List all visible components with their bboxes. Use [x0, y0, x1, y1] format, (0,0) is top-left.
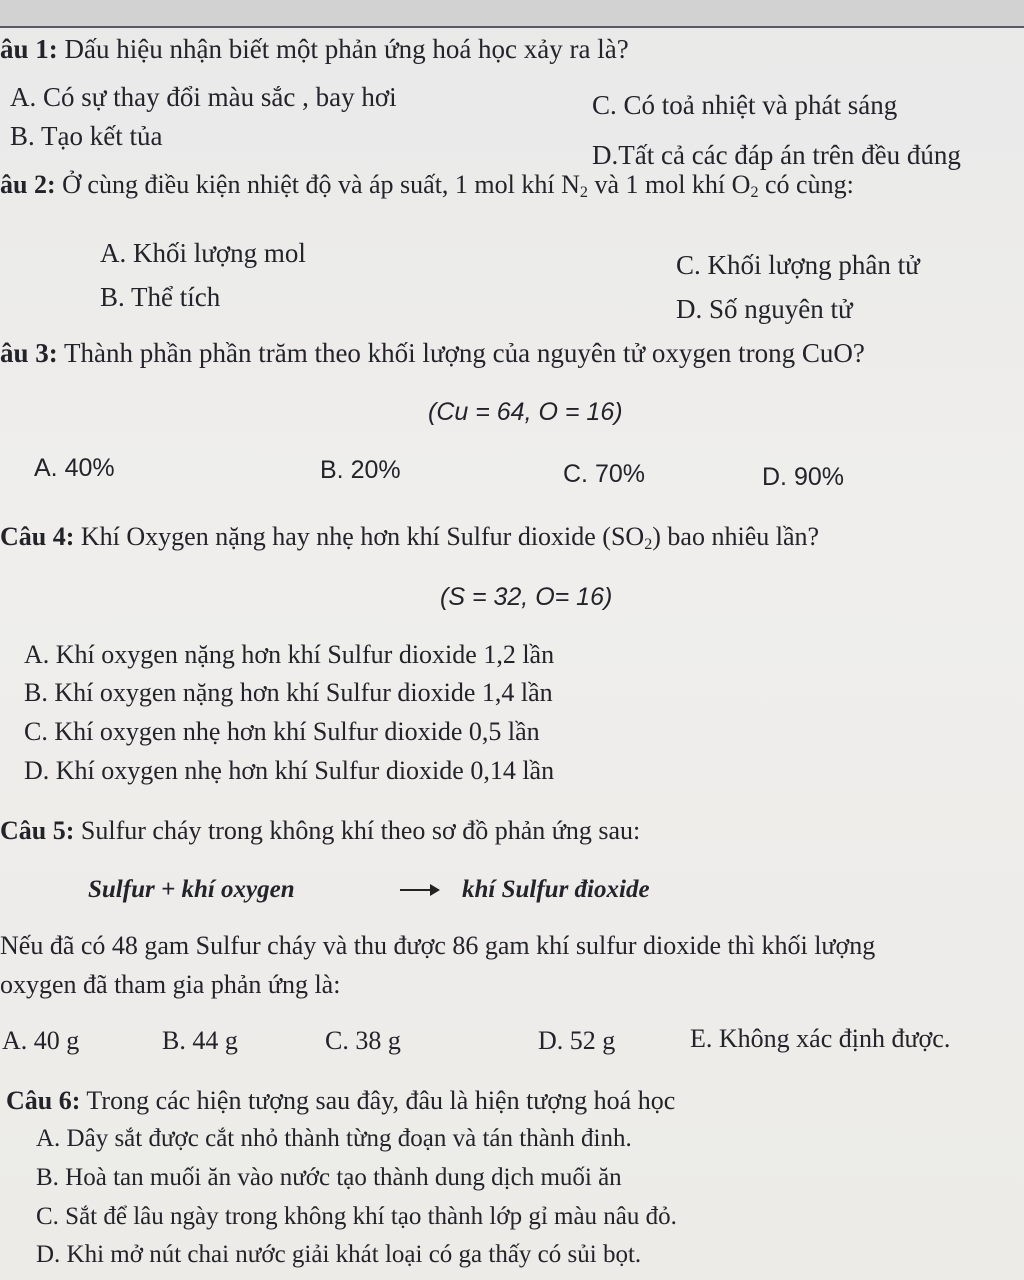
question-4-given-masses: (S = 32, O= 16): [440, 583, 613, 611]
question-1-option-a: A. Có sự thay đổi màu sắc , bay hơi: [10, 82, 397, 112]
question-5-option-c: C. 38 g: [325, 1026, 401, 1055]
question-6-option-a: A. Dây sắt được cắt nhỏ thành từng đoạn và tán thành đinh.: [36, 1125, 632, 1152]
monitor-top-edge: [0, 0, 1024, 28]
question-2-stem: âu 2: Ở cùng điều kiện nhiệt độ và áp suất, 1 mol khí $N_2$ và 1 mol khí $O_2$ có cùng:: [0, 170, 854, 202]
question-3-option-d: D. 90%: [762, 463, 844, 491]
question-2-option-c: C. Khối lượng phân tử: [676, 250, 920, 280]
question-4-option-a: A. Khí oxygen nặng hơn khí Sulfur dioxide 1,2 lần: [24, 640, 555, 669]
question-4-option-c: C. Khí oxygen nhẹ hơn khí Sulfur dioxide 0,5 lần: [24, 717, 540, 746]
question-5-option-a: A. 40 g: [2, 1026, 80, 1055]
question-4-option-b: B. Khí oxygen nặng hơn khí Sulfur dioxide 1,4 lần: [24, 678, 553, 707]
question-5-label: Câu 5:: [0, 816, 75, 845]
question-4-label: Câu 4:: [0, 522, 75, 551]
question-1-option-b: B. Tạo kết tủa: [10, 121, 163, 151]
question-1-stem: âu 1: Dấu hiệu nhận biết một phản ứng hoá học xảy ra là?: [0, 34, 629, 64]
question-2-option-b: B. Thể tích: [100, 282, 221, 312]
question-6-option-d: D. Khi mở nút chai nước giải khát loại có ga thấy có sủi bọt.: [36, 1241, 642, 1268]
question-3-option-c: C. 70%: [563, 460, 645, 488]
question-6-option-b: B. Hoà tan muối ăn vào nước tạo thành dung dịch muối ăn: [36, 1164, 622, 1191]
question-4-stem: Câu 4: Khí Oxygen nặng hay nhẹ hơn khí Sulfur dioxide $(SO_2)$ bao nhiêu lần?: [0, 522, 820, 554]
question-5-body-line-1: Nếu đã có 48 gam Sulfur cháy và thu được 86 gam khí sulfur dioxide thì khối lượng: [0, 931, 876, 960]
question-3-option-a: A. 40%: [34, 454, 115, 482]
question-1-label: âu 1:: [0, 34, 58, 64]
question-6-option-c: C. Sắt để lâu ngày trong không khí tạo thành lớp gỉ màu nâu đỏ.: [36, 1203, 677, 1230]
question-6-label: Câu 6:: [6, 1086, 81, 1115]
question-1-option-c: C. Có toả nhiệt và phát sáng: [592, 90, 898, 120]
question-4-option-d: D. Khí oxygen nhẹ hơn khí Sulfur dioxide 0,14 lần: [24, 756, 555, 785]
question-5-product: khí Sulfur đioxide: [462, 876, 650, 903]
reaction-arrow-icon: [400, 889, 436, 891]
question-5-reactants: Sulfur + khí oxygen: [88, 876, 295, 903]
question-2-option-a: A. Khối lượng mol: [100, 238, 306, 268]
question-5-stem: Câu 5: Sulfur cháy trong không khí theo sơ đồ phản ứng sau:: [0, 816, 641, 845]
question-3-stem: âu 3: Thành phần phần trăm theo khối lượng của nguyên tử oxygen trong CuO?: [0, 338, 865, 368]
question-5-option-b: B. 44 g: [162, 1026, 238, 1055]
question-3-label: âu 3:: [0, 338, 58, 368]
question-3-option-b: B. 20%: [320, 456, 401, 484]
question-5-option-d: D. 52 g: [538, 1026, 616, 1055]
question-6-stem: Câu 6: Trong các hiện tượng sau đây, đâu là hiện tượng hoá học: [6, 1086, 676, 1115]
question-5-option-e: E. Không xác định được.: [690, 1024, 951, 1053]
question-3-given-masses: (Cu = 64, O = 16): [428, 398, 623, 426]
question-2-option-d: D. Số nguyên tử: [676, 294, 853, 324]
question-5-body-line-2: oxygen đã tham gia phản ứng là:: [0, 970, 341, 999]
question-1-option-d: D.Tất cả các đáp án trên đều đúng: [592, 140, 961, 170]
question-2-label: âu 2:: [0, 170, 56, 199]
